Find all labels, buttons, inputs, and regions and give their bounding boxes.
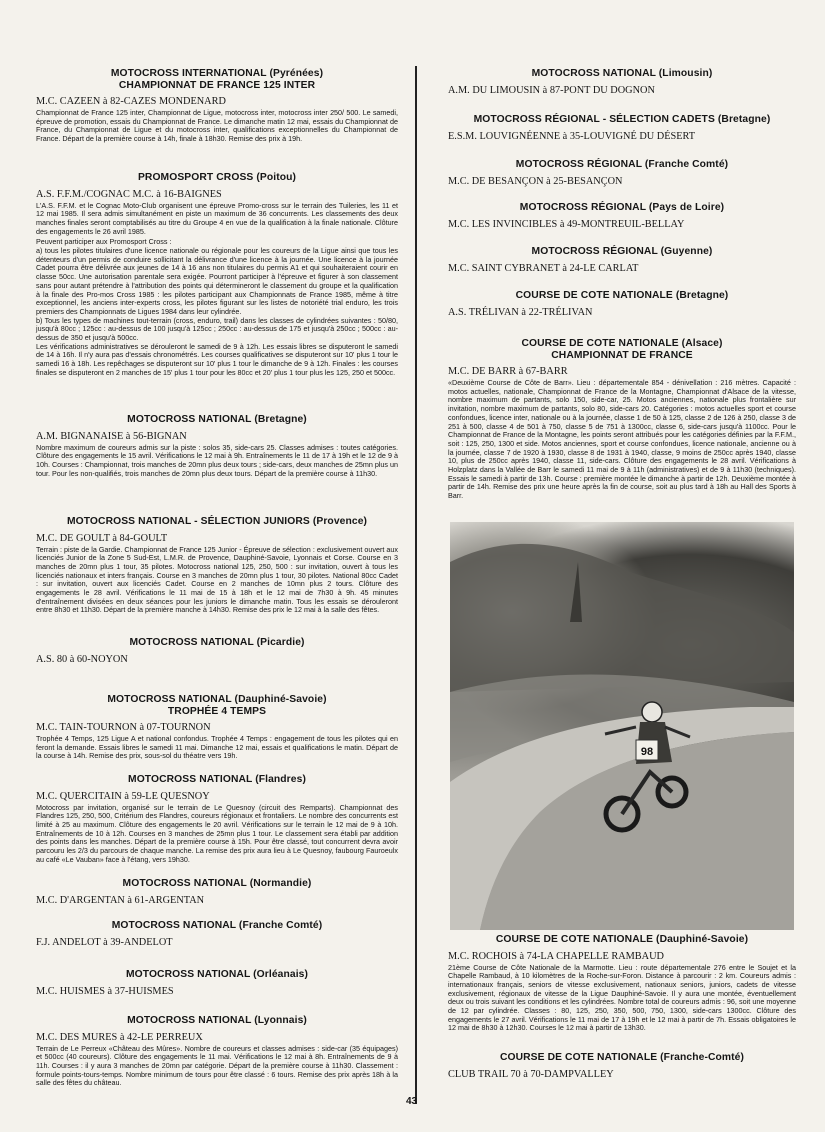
event-heading: MOTOCROSS NATIONAL (Lyonnais) [127, 1015, 307, 1026]
club-name: M.C. DE GOULT à 84-GOULT [36, 532, 168, 544]
club-name: M.C. TAIN-TOURNON à 07-TOURNON [36, 722, 211, 733]
event-block [36, 774, 398, 866]
event-block [448, 934, 796, 1035]
club-name: F.J. ANDELOT à 39-ANDELOT [36, 936, 173, 948]
event-heading: MOTOCROSS NATIONAL (Picardie) [129, 637, 305, 648]
event-heading: MOTOCROSS NATIONAL (Franche Comté) [111, 920, 323, 931]
club-name: M.C. D'ARGENTAN à 61-ARGENTAN [36, 894, 205, 906]
event-block [36, 878, 398, 907]
event-block [36, 969, 398, 998]
event-text [448, 379, 796, 501]
event-heading: MOTOCROSS NATIONAL (Flandres) [128, 774, 306, 785]
event-heading: MOTOCROSS RÉGIONAL - SÉLECTION CADETS (Bretagne) [473, 114, 771, 125]
club-name: M.C. DES MURES à 42-LE PERREUX [36, 1031, 203, 1043]
event-block [448, 114, 796, 143]
event-text [36, 546, 398, 616]
event-block [448, 290, 796, 319]
event-heading: MOTOCROSS NATIONAL (Dauphiné-Savoie) TROPHÉE 4 TEMPS [107, 694, 327, 717]
paragraph: 21ème Course de Côte Nationale de la Marmotte. Lieu : route départementale 276 entre le Soujet et la Chapelle Rambaud, à 10 kilomètres de la Roche-sur-Foron. Distance à parcourir : 2 km. Coureurs admis : internationaux français, seniors de vitesse exclusivement, nationaux seniors, juniors, cadets de vitesse exclusivement, régionaux de vitesse de la Ligue Dauphiné-Savoie. Il y aura une montée, éventuellement deux ou trois suivant les conditions et les cylindrées. Nombre total de coureurs admis : 96, soit une moyenne de 12 par cylindrée. Classes : 80, 125, 250, 350, 500, 750, 1300, side-cars 1300cc. Clôture des engagements le 27 avril. Vérifications le 11 mai de 17 à 19h et le 12 mai à partir de 7h. Essais obligatoires le 12 mai de 8h30 à 12h30. Courses le 12 mai à partir de 13h30. [448, 962, 796, 1033]
event-block [448, 159, 796, 188]
column-divider [415, 66, 417, 1104]
event-block [448, 338, 796, 503]
club-name: CLUB TRAIL 70 à 70-DAMPVALLEY [448, 1068, 614, 1080]
club-name: M.C. QUERCITAIN à 59-LE QUESNOY [36, 790, 210, 802]
club-name: M.C. DE BESANÇON à 25-BESANÇON [448, 175, 623, 187]
event-block [36, 637, 398, 666]
club-name: A.M. BIGNANAISE à 56-BIGNAN [36, 430, 187, 442]
event-heading: MOTOCROSS INTERNATIONAL (Pyrénées) CHAMPIONNAT DE FRANCE 125 INTER [110, 68, 324, 91]
club-name: M.C. CAZEEN à 82-CAZES MONDENARD [36, 96, 226, 107]
event-heading: PROMOSPORT CROSS (Poitou) [137, 172, 297, 183]
event-heading: MOTOCROSS NATIONAL (Limousin) [531, 68, 713, 79]
event-text [36, 735, 398, 761]
event-block [448, 68, 796, 97]
paragraph: Championnat de France 125 inter, Championnat de Ligue, motocross inter, motocross inter 250/ 500. Le samedi, épreuve de promotion, essais du Championnat de France. Le dimanche matin 12 mai, essais du Championnat de France, du Championnat de Ligue et du motocross inter, qualifications exceptionnelles du Championnat de France. Départ de la première course à 14h, finale à 18h30. Remise des prix à 19h. [36, 108, 398, 144]
event-heading: MOTOCROSS NATIONAL (Orléanais) [125, 969, 309, 980]
motorcycle-photo [450, 522, 794, 930]
event-block [36, 920, 398, 949]
club-name: M.C. HUISMES à 37-HUISMES [36, 985, 174, 997]
club-name: A.S. 80 à 60-NOYON [36, 653, 128, 665]
paragraph: Terrain : piste de la Gardie. Championnat de France 125 Junior - Épreuve de sélection : exclusivement ouvert aux licenciés Junior de la Zone 5 Sud-Est, L.M.R. de Provence, Dauphiné-Savoie, Lyonnais et Corse. Course en 3 manches de 20mn plus 1 tour, 35 pilotes. Motocross national 125, 250, 500 : sur invitation, ouvert à tous les licenciés nationaux et inters français. Course en 3 manches de 20mn plus 1 tour, 30 pilotes. National 80cc Cadet : sur invitation, ouvert aux licenciés Cadet. Course en 2 manches de 10mn plus 2 tours. Clôture des engagements le 28 avril. Vérifications le 11 mai de 15 à 18h et le 12 mai de 7h30 à 9h. 45 minutes d'entraînement divisées en deux séances pour les juniors le dimanche matin. Tous les essais se dérouleront entre 8h30 et 11h30. Départ de la première manche à 14h30. Remise des prix le 12 mai à la salle des fêtes. [36, 544, 398, 615]
event-heading: MOTOCROSS NATIONAL - SÉLECTION JUNIORS (Provence) [66, 516, 368, 527]
paragraph: L'A.S. F.F.M. et le Cognac Moto-Club organisent une épreuve Promo-cross sur le terrain des Tuileries, les 11 et 12 mai 1985. Il sera admis simultanément en piste un maximum de 36 concurrents. Les classements des deux manches finales seront comptabilisés au titre du Groupe 4 en vue de la qualification à la finale nationale. Clôture des engagements le 26 avril 1985. [36, 200, 398, 236]
event-block [36, 414, 398, 480]
page-number: 43 [406, 1096, 418, 1107]
paragraph: Terrain de Le Perreux «Château des Mûres». Nombre de coureurs et classes admises : side-car (35 équipages) et 500cc (40 coureurs). Clôture des engagements le 11 mai. Vérifications le 12 mai à 8h. Entraînements de 9 à 11h. Courses : il y aura 3 manches de 20mn par catégorie. Départ de la première course à 11h30. Classement : formule points-tours-temps. Nombre minimum de tours pour être classé : 6 tours. Remise des prix après 18h à la salle des fêtes du château. [36, 1043, 398, 1088]
event-text [36, 1045, 398, 1089]
event-heading: MOTOCROSS RÉGIONAL (Guyenne) [531, 246, 713, 257]
event-block [448, 246, 796, 275]
paragraph: Trophée 4 Temps, 125 Ligue A et national confondus. Trophée 4 Temps : engagement de tous les pilotes qui en feront la demande. Essais libres le samedi 11 mai. Dimanche 12 mai, essais et qualifications le matin. Départ de la course à 14h. Remise des prix, sous-sol du théatre vers 19h. [36, 734, 398, 761]
event-block [36, 694, 398, 763]
event-text [36, 444, 398, 479]
club-name: A.M. DU LIMOUSIN à 87-PONT DU DOGNON [448, 84, 655, 96]
event-block [448, 1052, 796, 1081]
club-name: A.S. F.F.M./COGNAC M.C. à 16-BAIGNES [36, 188, 222, 200]
paragraph: Motocross par invitation, organisé sur le terrain de Le Quesnoy (circuit des Remparts). Championnat des Flandres 125, 250, 500, Critérium des Flandres, coureurs régionaux et frontaliers. Le nombre des concurrents est limité à 25 au maximum. Clôture des engagements le 20 avril. Vérifications sur le terrain le 12 mai de 9 à 10h. Entraînements de 10 à 12h. Courses en 3 manches de 25mn plus 1 tour. Le classement sera établi par addition des points dans les manches. Départ de la première course à 15h. Pour être classé, tout concurrent devra avoir parcouru les 2/3 du parcours de chaque manche. La remise des prix aura lieu à Le Quesnoy, faubourg Fauroeulx au café «Le Vauban» face à l'étang, vers 19h30. [36, 802, 398, 864]
event-heading: COURSE DE COTE NATIONALE (Bretagne) [515, 290, 729, 301]
photo-illustration [450, 522, 794, 930]
club-name: A.S. TRÉLIVAN à 22-TRÉLIVAN [448, 306, 593, 318]
club-name: M.C. SAINT CYBRANET à 24-LE CARLAT [448, 262, 639, 274]
paragraph: Peuvent participer aux Promosport Cross : a) tous les pilotes titulaires d'une licence nationale ou régionale pour les coureurs de la Ligue ainsi que tous les détenteurs d'un permis de conduire sollicitant la délivrance d'une licence à la journée. Une licence à la journée Cadet pourra être délivrée aux jeunes de 14 à 16 ans non titulaires du permis A1 et qui souhaiteraient courir en classe 50cc. Une autorisation parentale sera exigée. Pourront participer à l'épreuve et figurer à son classement sans pour autant prétendre à l'attribution des points qui détermineront le classement du groupe et la qualification à la finale des Pro-mos Cross 1985 : les pilotes participant aux Championnats de France 1985, même à titre exceptionnel, les anciens inter-experts cross, les pilotes figurant sur les listes de notoriété trial enduro, les trois premiers des Championnats de Ligues 1984 dans leur cylindrée. b) Tous les types de machines tout-terrain (cross, enduro, trail) dans les classes de cylindrées suivantes : 50/80, jusqu'à 80cc ; 125cc : au-dessus de 100 jusqu'à 125cc ; 250cc : au-dessus de 175 et jusqu'à 250cc ; 500cc : au-dessus de 350 et jusqu'à 500cc. Les vérifications administratives se dérouleront le samedi de 9 à 12h. Les essais libres se disputeront le samedi de 14 à 16h. Il n'y aura pas d'essais chronométrés. Les courses qualificatives se disputeront sur 10' plus 1 tour le samedi 16 à 18h. Les repêchages se disputeront sur 10' plus 1 tour le dimanche de 9 à 12h. Finales : les courses finales se disputeront en 2 manches de 15' plus 1 tour pour les 80cc et 20' plus 1 tour plus les 125, 250 et 500cc. [36, 237, 398, 377]
event-heading: COURSE DE COTE NATIONALE (Alsace) CHAMPIONNAT DE FRANCE [521, 338, 723, 361]
club-name: M.C. LES INVINCIBLES à 49-MONTREUIL-BELLAY [448, 218, 685, 230]
club-name: E.S.M. LOUVIGNÉENNE à 35-LOUVIGNÉ DU DÉSERT [448, 130, 696, 142]
event-block [36, 172, 398, 380]
event-text [36, 804, 398, 865]
event-heading: MOTOCROSS NATIONAL (Bretagne) [127, 414, 307, 425]
event-block [448, 202, 796, 231]
paragraph: Nombre maximum de coureurs admis sur la piste : solos 35, side-cars 25. Classes admises : toutes catégories. Clôture des engagements le 15 avril. Vérifications le 12 mai à 9h. Entraînements le 11 de 17 à 19h et le 12 de 9 à 10h. Courses : Championnat, trois manches de 20mn plus deux tours ; side-cars, deux manches de 25mn plus un tour. Pour les non-qualifiés, trois manches de 20mn plus deux tours. Départ de la première course à 11h30. [36, 442, 398, 478]
event-heading: COURSE DE COTE NATIONALE (Dauphiné-Savoie) [495, 934, 749, 945]
event-text [36, 202, 398, 378]
event-block [36, 1015, 398, 1090]
event-heading: MOTOCROSS RÉGIONAL (Pays de Loire) [519, 202, 725, 213]
event-block [36, 516, 398, 617]
club-name: M.C. ROCHOIS à 74-LA CHAPELLE RAMBAUD [448, 950, 664, 962]
event-text [36, 109, 398, 144]
club-name: M.C. DE BARR à 67-BARR [448, 366, 568, 377]
event-text [448, 964, 796, 1034]
event-block [36, 68, 398, 146]
event-heading: MOTOCROSS NATIONAL (Normandie) [122, 878, 312, 889]
event-heading: COURSE DE COTE NATIONALE (Franche-Comté) [499, 1052, 745, 1063]
paragraph: «Deuxième Course de Côte de Barr». Lieu : départementale 854 - dénivellation : 216 mètres. Capacité : motos actuelles, nationale, Championnat de France de la Montagne, Championnat d'Alsace de la vitesse, nombre maximum de partants, solo 150, side-car, 25. Motos anciennes, nationale plus frontalière sur invitation, nombre maximum de partants, solo 80, side-cars 20. Catégories : motos actuelles sport et course confondues, licence inter, nationale ou à la journée, classe 1 de 50 à 125, classe 2 de 126 à 250, classe 3 de 251 à 500, classe 4 de 501 à 750, classe 5 de 751 à 1300cc, classe 6, side-cars jusqu'à 1100cc. Pour le Championnat de France de la Montagne, les points seront attribués pour les catégories définies par la F.F.M., soit : 125, 250, 1300 et side. Motos anciennes, sport et course confondues, licence nationale, ancienne ou à la journée, classe 7 de 1920 à 1930, classe 8 de 1931 à 1940, classe, 9 moins de 250cc après 1940, classe 10, plus de 250cc après 1940, classe 11, side-cars. Clôture des engagements le 28 avril. Vérifications à Holzplatz dans la Vallée de Barr le samedi 11 mai de 9 à 11h (administratives) et de 9 à 11h30 (techniques). Essais le samedi à partir de 13h. Course : première montée le dimanche à partir de 12h. Deuxième montée à partir de 14h. Remise des prix une heure après la fin de course, soit au plus tard à 18h au Hall des Sports à Barr. [448, 378, 796, 501]
event-heading: MOTOCROSS RÉGIONAL (Franche Comté) [515, 159, 729, 170]
bib-number: 98 [640, 746, 654, 758]
